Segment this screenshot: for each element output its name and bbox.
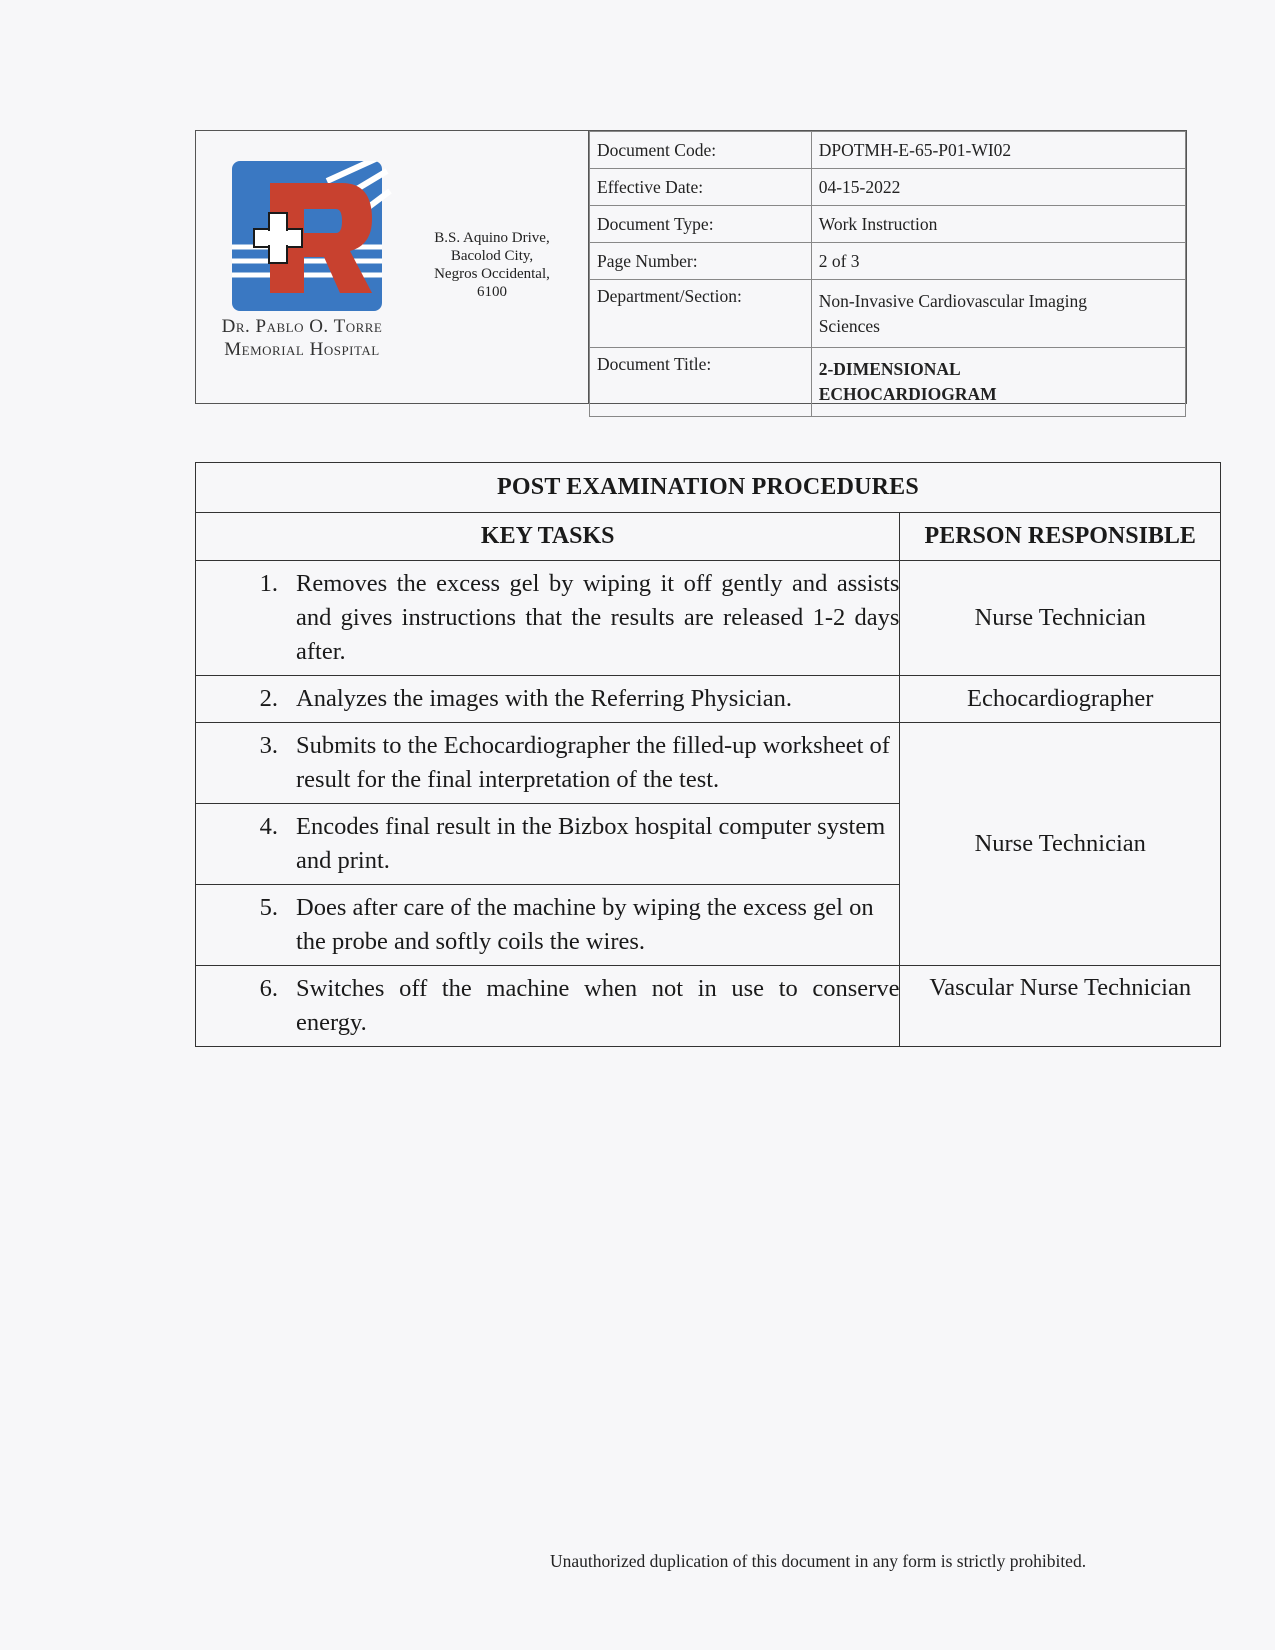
person-responsible-header: PERSON RESPONSIBLE bbox=[900, 513, 1221, 561]
procedures-table bbox=[195, 462, 1221, 1047]
document-info-table bbox=[589, 131, 1186, 417]
key-tasks-header: KEY TASKS bbox=[196, 513, 900, 561]
task-row bbox=[196, 966, 1221, 1047]
task-text: Analyzes the images with the Referring Physician. bbox=[296, 685, 792, 712]
task-row bbox=[196, 723, 1221, 804]
info-value: DPOTMH-E-65-P01-WI02 bbox=[811, 132, 1185, 169]
info-value-title bbox=[811, 348, 1185, 417]
info-label: Document Type: bbox=[590, 206, 812, 243]
info-row-document-code bbox=[590, 132, 1186, 169]
hospital-logo-area bbox=[196, 131, 589, 403]
info-value-department bbox=[811, 280, 1185, 348]
info-label: Document Code: bbox=[590, 132, 812, 169]
task-text: Does after care of the machine by wiping the excess gel on the probe and softly coils the wires. bbox=[296, 894, 874, 955]
person-cell: Nurse Technician bbox=[900, 561, 1221, 676]
procedures-header-row bbox=[196, 513, 1221, 561]
task-number: 6. bbox=[259, 975, 278, 1002]
task-text: Switches off the machine when not in use to conserve energy. bbox=[296, 975, 900, 1036]
task-cell bbox=[196, 966, 900, 1047]
procedures-title: POST EXAMINATION PROCEDURES bbox=[196, 463, 1221, 513]
task-row bbox=[196, 561, 1221, 676]
task-number: 3. bbox=[259, 732, 278, 759]
task-cell bbox=[196, 885, 900, 966]
info-label: Document Title: bbox=[590, 348, 812, 417]
task-text: Submits to the Echocardiographer the filled-up worksheet of result for the final interpretation of the test. bbox=[296, 732, 890, 793]
task-text: Removes the excess gel by wiping it off gently and assists and gives instructions that the results are released 1-2 days after. bbox=[296, 570, 900, 665]
info-row-department bbox=[590, 280, 1186, 348]
info-value: 04-15-2022 bbox=[811, 169, 1185, 206]
title-line1: 2-DIMENSIONAL bbox=[818, 359, 961, 379]
hospital-logo bbox=[232, 161, 392, 313]
address-line: B.S. Aquino Drive, bbox=[434, 230, 550, 246]
info-row-effective-date bbox=[590, 169, 1186, 206]
hospital-address bbox=[422, 229, 562, 301]
title-line2: ECHOCARDIOGRAM bbox=[818, 384, 997, 404]
person-cell: Echocardiographer bbox=[900, 676, 1221, 723]
department-line1: Non-Invasive Cardiovascular Imaging bbox=[818, 290, 1087, 311]
hospital-name-line2: Memorial Hospital bbox=[224, 339, 380, 360]
task-cell bbox=[196, 561, 900, 676]
task-number: 2. bbox=[259, 685, 278, 712]
info-value: Work Instruction bbox=[811, 206, 1185, 243]
address-line: Bacolod City, bbox=[450, 248, 534, 264]
person-cell: Vascular Nurse Technician bbox=[900, 966, 1221, 1047]
document-header bbox=[195, 130, 1187, 404]
procedures-title-row bbox=[196, 463, 1221, 513]
info-row-page-number bbox=[590, 243, 1186, 280]
address-line: Negros Occidental, bbox=[434, 266, 550, 282]
info-row-document-title bbox=[590, 348, 1186, 417]
task-number: 4. bbox=[259, 813, 278, 840]
task-cell bbox=[196, 723, 900, 804]
department-line2: Sciences bbox=[818, 315, 880, 336]
task-row bbox=[196, 676, 1221, 723]
duplication-notice: Unauthorized duplication of this document in any form is strictly prohibited. bbox=[550, 1551, 1087, 1571]
hospital-name-line1: Dr. Pablo O. Torre bbox=[221, 316, 383, 337]
task-text: Encodes final result in the Bizbox hospital computer system and print. bbox=[296, 813, 886, 874]
info-label: Page Number: bbox=[590, 243, 812, 280]
task-cell bbox=[196, 676, 900, 723]
task-cell bbox=[196, 804, 900, 885]
info-label: Effective Date: bbox=[590, 169, 812, 206]
person-cell: Nurse Technician bbox=[900, 723, 1221, 966]
hospital-name bbox=[202, 315, 402, 361]
task-number: 5. bbox=[259, 894, 278, 921]
info-row-document-type bbox=[590, 206, 1186, 243]
address-line: 6100 bbox=[477, 284, 507, 300]
info-label: Department/Section: bbox=[590, 280, 812, 348]
task-number: 1. bbox=[259, 570, 278, 597]
info-value: 2 of 3 bbox=[811, 243, 1185, 280]
